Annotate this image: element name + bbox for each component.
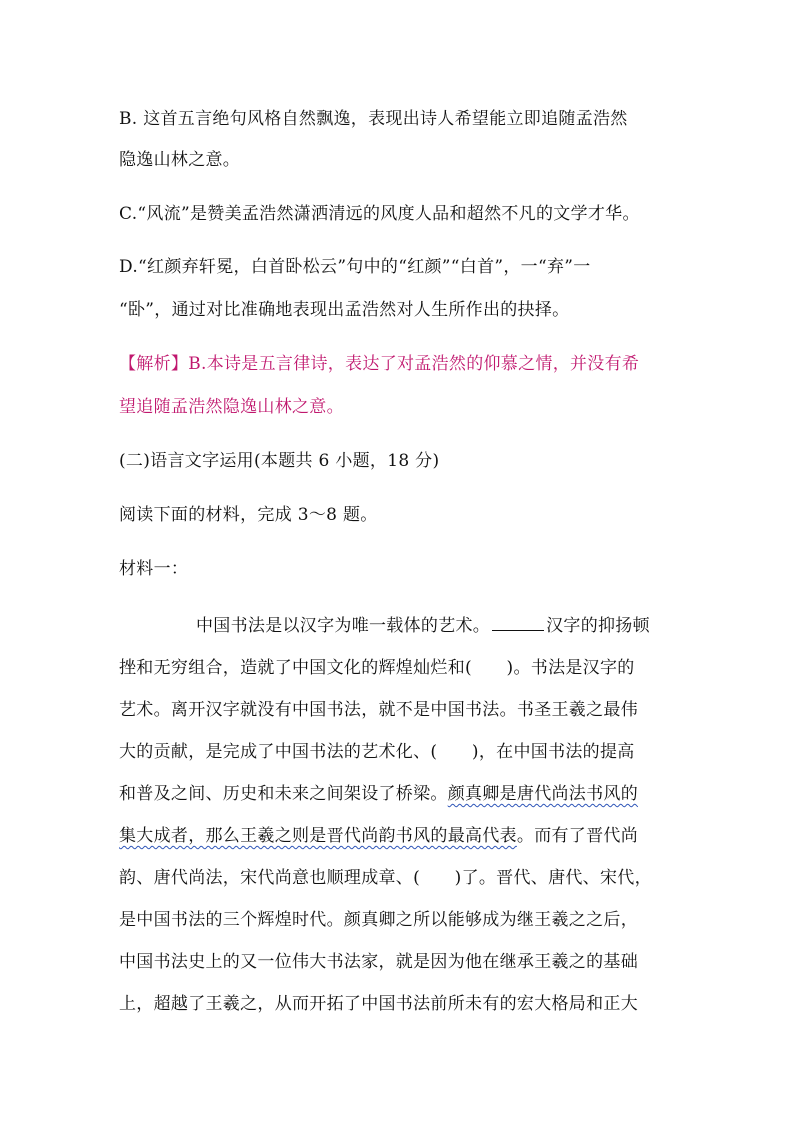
section-instruction: 阅读下面的材料，完成 3～8 题。 [119, 505, 378, 525]
passage-line3: 艺术。离开汉字就没有中国书法，就不是中国书法。书圣王羲之最伟 [119, 700, 638, 720]
passage-line6 [119, 824, 638, 848]
option-c-line1: C.“风流”是赞美孟浩然潇洒清远的风度人品和超然不凡的文学才华。 [119, 204, 640, 224]
analysis-line1: 【解析】B.本诗是五言律诗，表达了对孟浩然的仰慕之情，并没有希 [119, 354, 640, 374]
passage-line4: 大的贡献，是完成了中国书法的艺术化、( )，在中国书法的提高 [119, 742, 635, 762]
analysis-line2: 望追随孟浩然隐逸山林之意。 [119, 397, 344, 417]
fill-blank [492, 614, 544, 631]
passage-line7: 韵、唐代尚法，宋代尚意也顺理成章、( )了。晋代、唐代、宋代， [119, 868, 652, 888]
passage-line5-text-a: 和普及之间、历史和未来之间架设了桥梁。 [119, 784, 448, 804]
passage-line1 [196, 614, 650, 638]
passage-line10: 上，超越了王羲之，从而开拓了中国书法前所未有的宏大格局和正大 [119, 994, 638, 1014]
passage-line6-text-b: 。而有了晋代尚 [516, 826, 639, 846]
section-title: (二)语言文字运用(本题共 6 小题，18 分) [119, 451, 440, 471]
passage-line1-text-a: 中国书法是以汉字为唯一载体的艺术。 [196, 616, 491, 636]
material-label: 材料一： [119, 559, 189, 579]
passage-line5 [119, 782, 638, 806]
wavy-underlined-sentence-part1: 颜真卿是唐代尚法书风的 [447, 784, 639, 804]
option-d-line1: D.“红颜弃轩冕，白首卧松云”句中的“红颜”“白首”，一“弃”一 [119, 257, 591, 277]
passage-line9: 中国书法史上的又一位伟大书法家，就是因为他在继承王羲之的基础 [119, 952, 638, 972]
option-d-line2: “卧”，通过对比准确地表现出孟浩然对人生所作出的抉择。 [119, 300, 570, 320]
passage-line2: 挫和无穷组合，造就了中国文化的辉煌灿烂和( )。书法是汉字的 [119, 658, 635, 678]
wavy-underlined-sentence-part2: 集大成者，那么王羲之则是晋代尚韵书风的最高代表 [119, 826, 517, 846]
passage-line8: 是中国书法的三个辉煌时代。颜真卿之所以能够成为继王羲之之后， [119, 910, 638, 930]
option-b-line1: B. 这首五言绝句风格自然飘逸，表现出诗人希望能立即追随孟浩然 [119, 109, 628, 129]
passage-line1-text-b: 汉字的抑扬顿 [546, 616, 650, 636]
option-b-line2: 隐逸山林之意。 [119, 150, 241, 170]
